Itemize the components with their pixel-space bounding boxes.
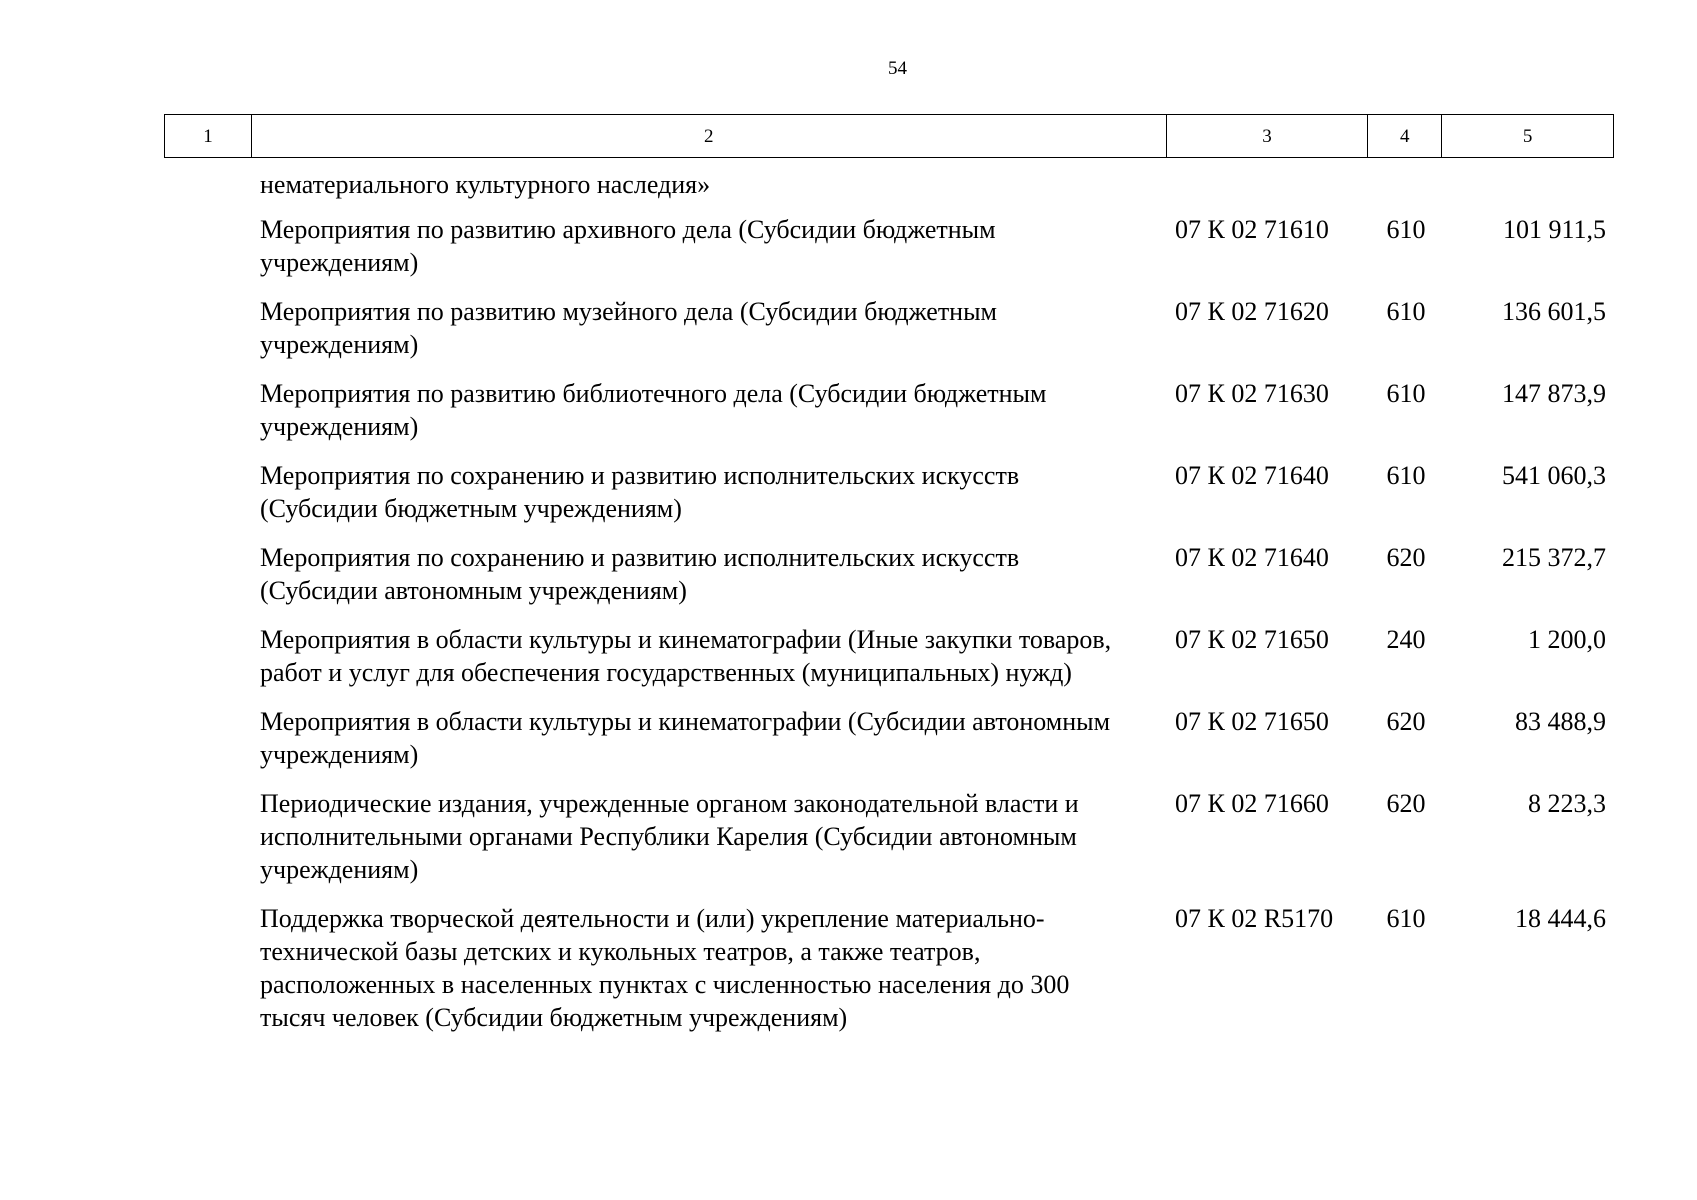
table-row: [164, 377, 1614, 443]
row-type: 620: [1386, 789, 1426, 818]
row-name: Мероприятия по сохранению и развитию исполнительских искусств (Субсидии автономным учреждениям): [260, 543, 1020, 605]
row-amount: 101 911,5: [1502, 215, 1606, 244]
table-row: [164, 541, 1614, 607]
continuation-text: нематериального культурного наследия»: [260, 170, 711, 199]
row-amount: 8 223,3: [1528, 789, 1606, 818]
row-name: Мероприятия в области культуры и кинематографии (Иные закупки товаров, работ и услуг для обеспечения государственных (муниципальных) нужд): [260, 625, 1112, 687]
row-type: 610: [1386, 297, 1426, 326]
row-amount: 215 372,7: [1502, 543, 1606, 572]
row-amount: 83 488,9: [1515, 707, 1606, 736]
row-type: 610: [1386, 461, 1426, 490]
row-code: 07 К 02 71620: [1175, 297, 1329, 326]
row-amount: 541 060,3: [1502, 461, 1606, 490]
row-name: Мероприятия по сохранению и развитию исполнительских искусств (Субсидии бюджетным учреждениям): [260, 461, 1020, 523]
row-amount: 136 601,5: [1502, 297, 1606, 326]
row-code: 07 К 02 71650: [1175, 707, 1329, 736]
page-number: 54: [888, 58, 907, 79]
row-amount: 18 444,6: [1515, 904, 1606, 933]
continuation-row: [164, 168, 1614, 201]
row-code: 07 К 02 R5170: [1175, 904, 1334, 933]
row-code: 07 К 02 71660: [1175, 789, 1329, 818]
column-number-4: 4: [1368, 115, 1442, 157]
budget-table-body: [164, 168, 1614, 1034]
row-name: Мероприятия по развитию библиотечного дела (Субсидии бюджетным учреждениям): [260, 379, 1047, 441]
row-code: 07 К 02 71630: [1175, 379, 1329, 408]
column-number-3: 3: [1167, 115, 1369, 157]
row-name: Поддержка творческой деятельности и (или) укрепление материально-технической базы детских и кукольных театров, а также театров, расположенных в населенных пунктах с численностью населения до 300 тысяч человек (Субсидии бюджетным учреждениям): [260, 904, 1070, 1032]
row-code: 07 К 02 71610: [1175, 215, 1329, 244]
row-code: 07 К 02 71640: [1175, 461, 1329, 490]
row-type: 610: [1386, 215, 1426, 244]
table-row: [164, 459, 1614, 525]
row-type: 610: [1386, 379, 1426, 408]
column-number-5: 5: [1522, 126, 1533, 147]
table-row: [164, 787, 1614, 886]
row-name: Мероприятия по развитию музейного дела (Субсидии бюджетным учреждениям): [260, 297, 998, 359]
column-number-2: 2: [252, 115, 1167, 157]
row-amount: 1 200,0: [1528, 625, 1606, 654]
row-type: 620: [1386, 543, 1426, 572]
column-number-1: 1: [165, 115, 252, 157]
row-code: 07 К 02 71640: [1175, 543, 1329, 572]
row-type: 240: [1386, 625, 1426, 654]
table-row: [164, 623, 1614, 689]
row-type: 620: [1386, 707, 1426, 736]
table-row: [164, 213, 1614, 279]
row-name: Мероприятия по развитию архивного дела (Субсидии бюджетным учреждениям): [260, 215, 996, 277]
table-row: [164, 902, 1614, 1034]
row-type: 610: [1386, 904, 1426, 933]
row-code: 07 К 02 71650: [1175, 625, 1329, 654]
row-name: Мероприятия в области культуры и кинематографии (Субсидии автономным учреждениям): [260, 707, 1111, 769]
table-row: [164, 705, 1614, 771]
table-row: [164, 295, 1614, 361]
row-name: Периодические издания, учрежденные органом законодательной власти и исполнительными органами Республики Карелия (Субсидии автономным учреждениям): [260, 789, 1079, 884]
table-header-row: [164, 114, 1614, 158]
row-amount: 147 873,9: [1502, 379, 1606, 408]
